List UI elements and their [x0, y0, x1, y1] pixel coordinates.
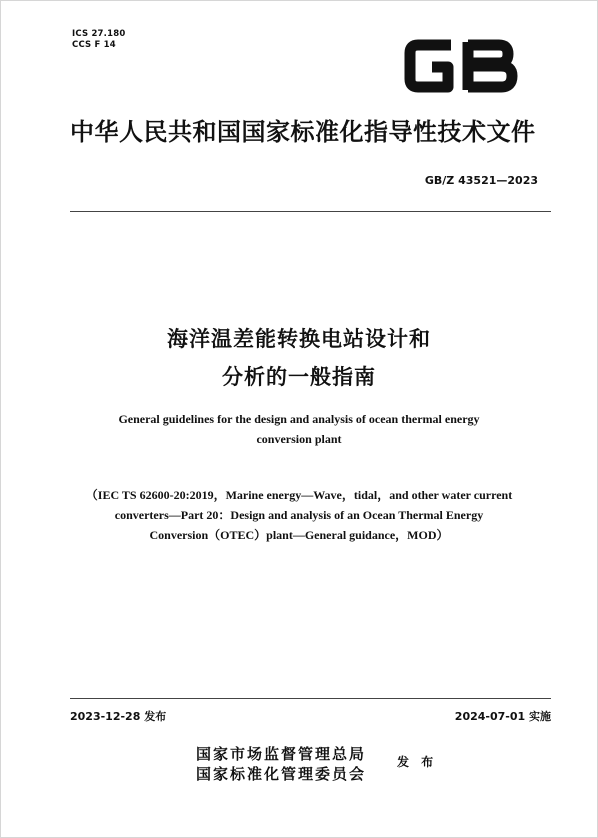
top-divider [70, 211, 551, 212]
chinese-title-line-2: 分析的一般指南 [222, 365, 376, 389]
publish-label: 发 布 [397, 755, 438, 769]
standard-number: GB/Z 43521—2023 [424, 174, 538, 187]
classification-codes [72, 29, 125, 51]
chinese-title-line-1: 海洋温差能转换电站设计和 [167, 327, 431, 351]
issuer-line-1: 国家市场监督管理总局 [196, 745, 367, 763]
issue-date: 2023-12-28 发布 [70, 710, 167, 723]
iec-reference-line-2: converters—Part 20：Design and analysis of an Ocean Thermal Energy [114, 508, 484, 522]
issuer-line-2: 国家标准化管理委员会 [196, 765, 367, 783]
gb-logo-icon [404, 36, 520, 96]
english-title-line-1: General guidelines for the design and analysis of ocean thermal energy [118, 412, 480, 426]
bottom-divider [70, 698, 551, 699]
iec-reference-line-1: （IEC TS 62600-20:2019，Marine energy—Wave，tidal，and other water current [85, 488, 513, 502]
ics-code: ICS 27.180 [72, 29, 126, 39]
document-type-title: 中华人民共和国国家标准化指导性技术文件 [70, 118, 536, 146]
ccs-code: CCS F 14 [72, 40, 116, 50]
implementation-date: 2024-07-01 实施 [454, 710, 551, 723]
iec-reference-line-3: Conversion（OTEC）plant—General guidance，MOD） [149, 528, 449, 542]
english-title-line-2: conversion plant [256, 432, 342, 446]
